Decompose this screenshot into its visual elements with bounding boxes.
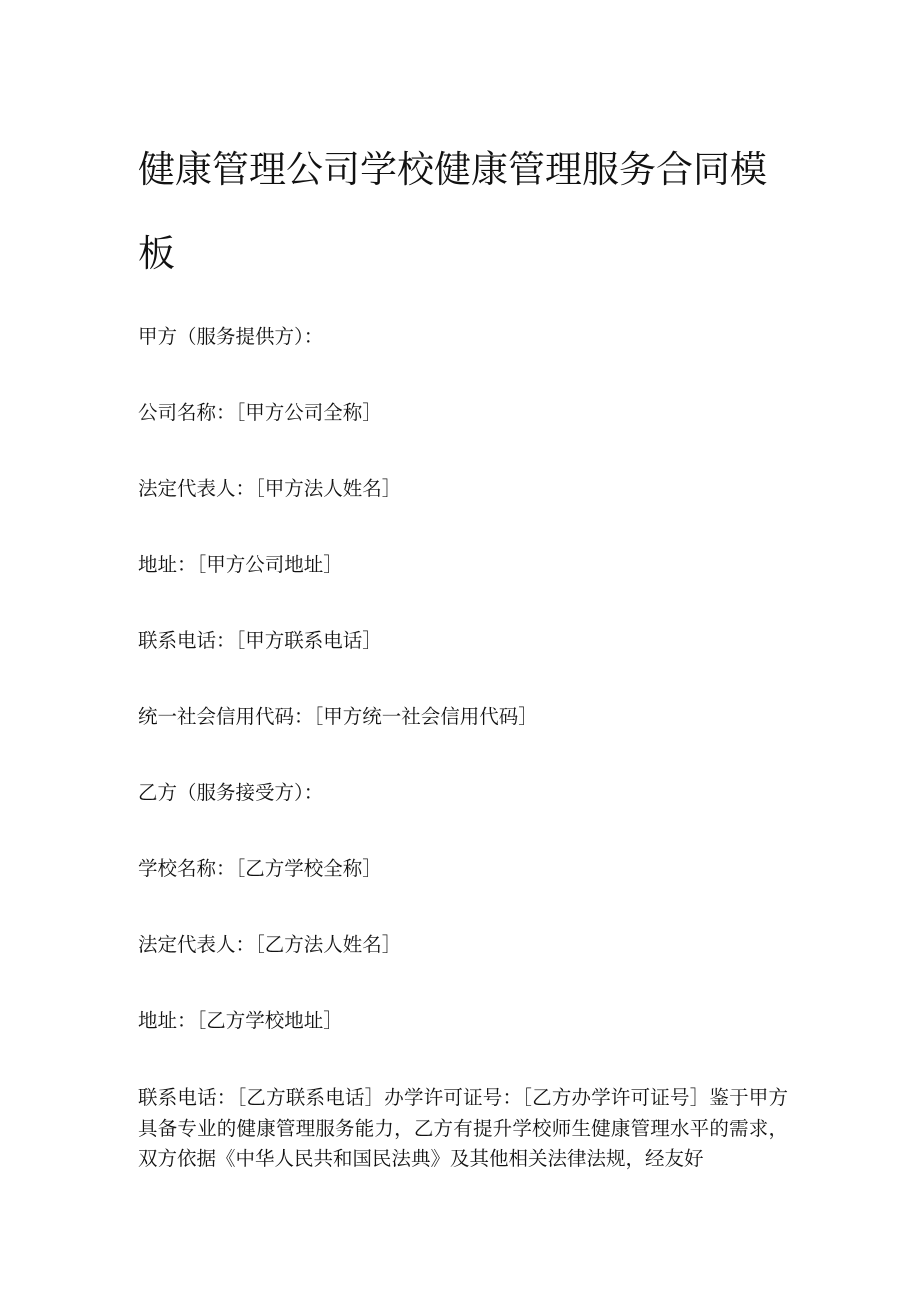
document-title: 健康管理公司学校健康管理服务合同模板 [138,148,767,275]
document-page [138,0,788,1170]
party-b-school-name: 学校名称：［乙方学校全称］ [138,857,382,880]
party-a-heading: 甲方（服务提供方）： [138,325,324,348]
party-a-address: 地址：［甲方公司地址］ [138,553,343,576]
party-b-legal-representative: 法定代表人：［乙方法人姓名］ [138,933,402,956]
party-b-address: 地址：［乙方学校地址］ [138,1009,343,1032]
party-b-phone-and-preamble: 联系电话：［乙方联系电话］办学许可证号：［乙方办学许可证号］鉴于甲方具备专业的健康管理服务能力，乙方有提升学校师生健康管理水平的需求，双方依据《中华人民共和国民法典》及其他相关法律法规，经友好 [138,1086,788,1170]
party-b-heading: 乙方（服务接受方）： [138,781,324,804]
party-a-credit-code: 统一社会信用代码：［甲方统一社会信用代码］ [138,705,538,728]
party-a-phone: 联系电话：［甲方联系电话］ [138,629,382,652]
party-a-company-name: 公司名称：［甲方公司全称］ [138,401,382,424]
party-a-legal-representative: 法定代表人：［甲方法人姓名］ [138,477,402,500]
